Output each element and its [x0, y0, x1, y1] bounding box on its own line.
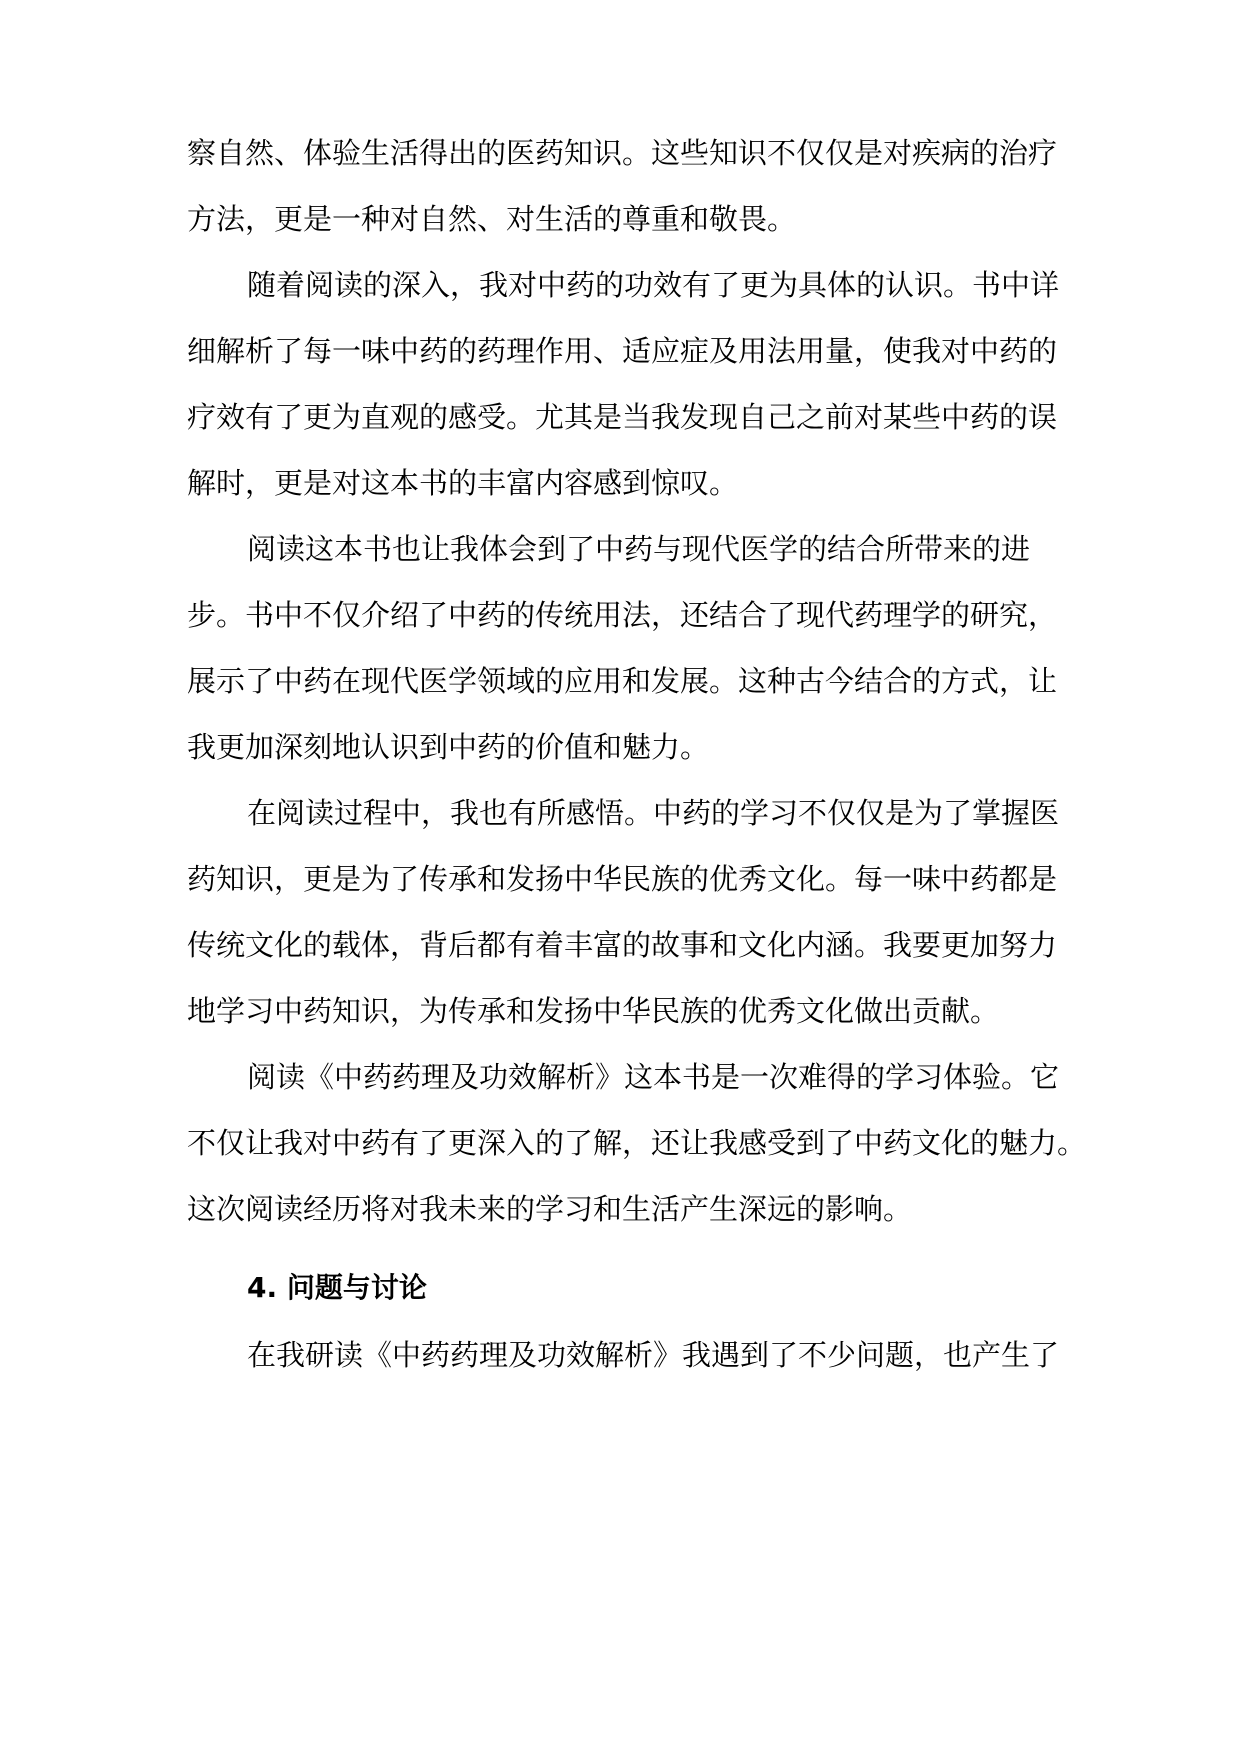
text-line: 不仅让我对中药有了更深入的了解，还让我感受到了中药文化的魅力。: [187, 1126, 1087, 1160]
text-line: 察自然、体验生活得出的医药知识。这些知识不仅仅是对疾病的治疗: [187, 136, 1058, 170]
text-line: 疗效有了更为直观的感受。尤其是当我发现自己之前对某些中药的误: [187, 400, 1058, 434]
text-line: 在阅读过程中，我也有所感悟。中药的学习不仅仅是为了掌握医: [247, 796, 1060, 830]
text-line: 药知识，更是为了传承和发扬中华民族的优秀文化。每一味中药都是: [187, 862, 1058, 896]
text-line: 这次阅读经历将对我未来的学习和生活产生深远的影响。: [187, 1192, 913, 1226]
text-line: 阅读这本书也让我体会到了中药与现代医学的结合所带来的进: [247, 532, 1031, 566]
text-line: 阅读《中药药理及功效解析》这本书是一次难得的学习体验。它: [247, 1060, 1060, 1094]
text-line: 展示了中药在现代医学领域的应用和发展。这种古今结合的方式，让: [187, 664, 1058, 698]
text-line: 细解析了每一味中药的药理作用、适应症及用法用量，使我对中药的: [187, 334, 1058, 368]
text-line: 随着阅读的深入，我对中药的功效有了更为具体的认识。书中详: [247, 268, 1060, 302]
text-line: 地学习中药知识，为传承和发扬中华民族的优秀文化做出贡献。: [187, 994, 1000, 1028]
text-line: 在我研读《中药药理及功效解析》我遇到了不少问题，也产生了: [247, 1338, 1060, 1372]
text-line: 步。书中不仅介绍了中药的传统用法，还结合了现代药理学的研究，: [187, 598, 1058, 632]
text-line: 解时，更是对这本书的丰富内容感到惊叹。: [187, 466, 739, 500]
text-line: 传统文化的载体，背后都有着丰富的故事和文化内涵。我要更加努力: [187, 928, 1058, 962]
section-heading: 4. 问题与讨论: [247, 1271, 427, 1304]
text-line: 我更加深刻地认识到中药的价值和魅力。: [187, 730, 710, 764]
text-line: 方法，更是一种对自然、对生活的尊重和敬畏。: [187, 202, 797, 236]
